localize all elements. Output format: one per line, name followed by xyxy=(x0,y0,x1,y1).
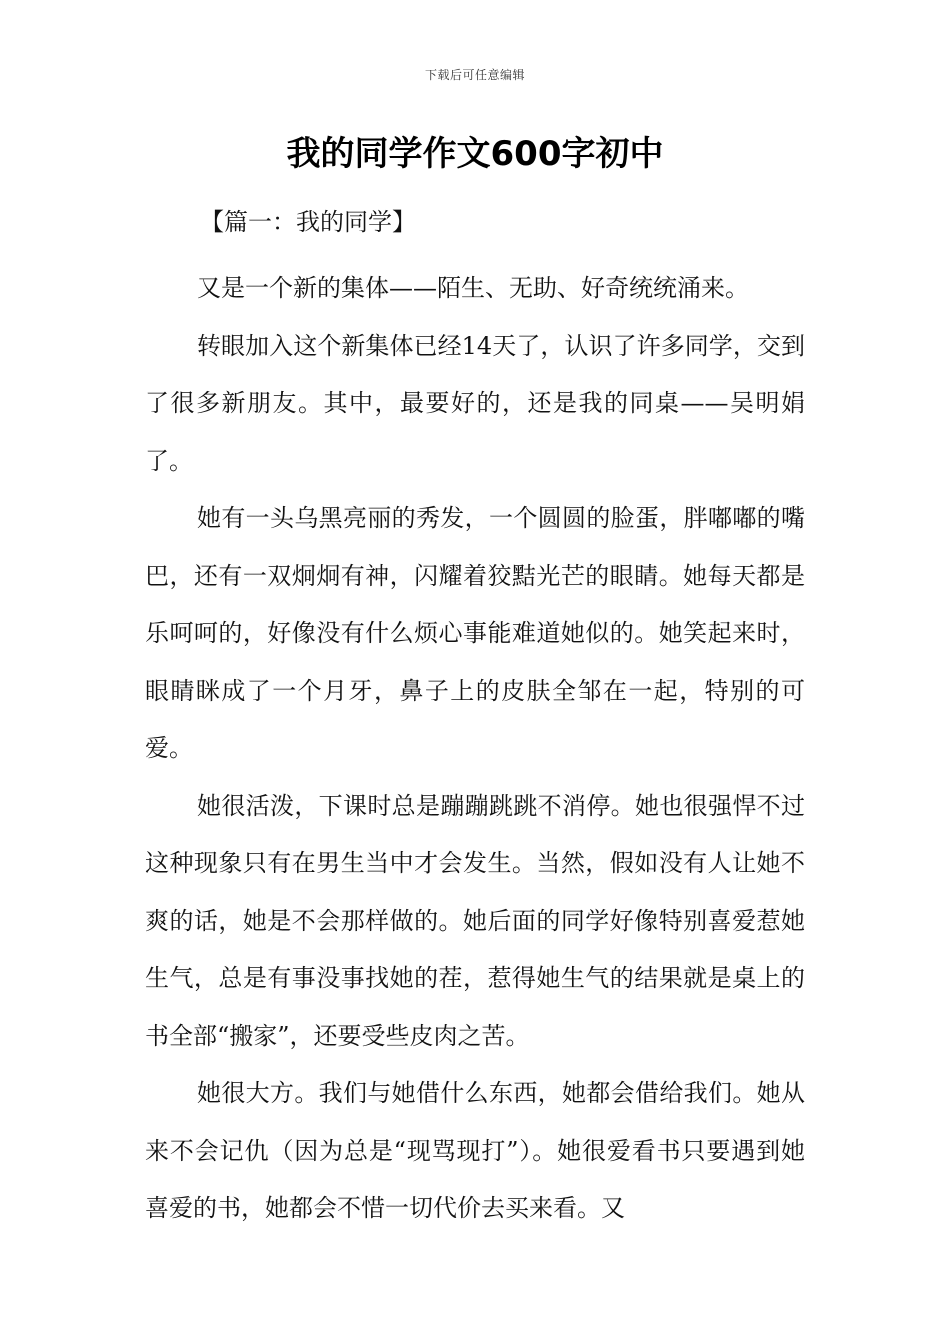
paragraph: 她很活泼，下课时总是蹦蹦跳跳不消停。她也很强悍不过这种现象只有在男生当中才会发生。当然，假如没有人让她不爽的话，她是不会那样做的。她后面的同学好像特别喜爱惹她生气，总是有事没事找她的茬，惹得她生气的结果就是桌上的书全部“搬家”，还要受些皮肉之苦。 xyxy=(145,791,805,1050)
section-label: 【篇一：我的同学】 xyxy=(200,208,416,236)
document-title: 我的同学作文600字初中 xyxy=(286,134,664,174)
paragraph: 她很大方。我们与她借什么东西，她都会借给我们。她从来不会记仇（因为总是“现骂现打”）。她很爱看书只要遇到她喜爱的书，她都会不惜一切代价去买来看。又 xyxy=(145,1079,805,1222)
paragraph: 转眼加入这个新集体已经14天了，认识了许多同学，交到了很多新朋友。其中，最要好的，还是我的同桌——吴明娟了。 xyxy=(145,331,805,475)
header-note: 下载后可任意编辑 xyxy=(424,68,525,82)
article-body xyxy=(145,260,805,1238)
paragraph: 她有一头乌黑亮丽的秀发，一个圆圆的脸蛋，胖嘟嘟的嘴巴，还有一双炯炯有神，闪耀着狡黠光芒的眼睛。她每天都是乐呵呵的，好像没有什么烦心事能难道她似的。她笑起来时，眼睛眯成了一个月牙，鼻子上的皮肤全邹在一起，特别的可爱。 xyxy=(145,504,805,762)
paragraph: 又是一个新的集体——陌生、无助、好奇统统涌来。 xyxy=(197,274,749,302)
